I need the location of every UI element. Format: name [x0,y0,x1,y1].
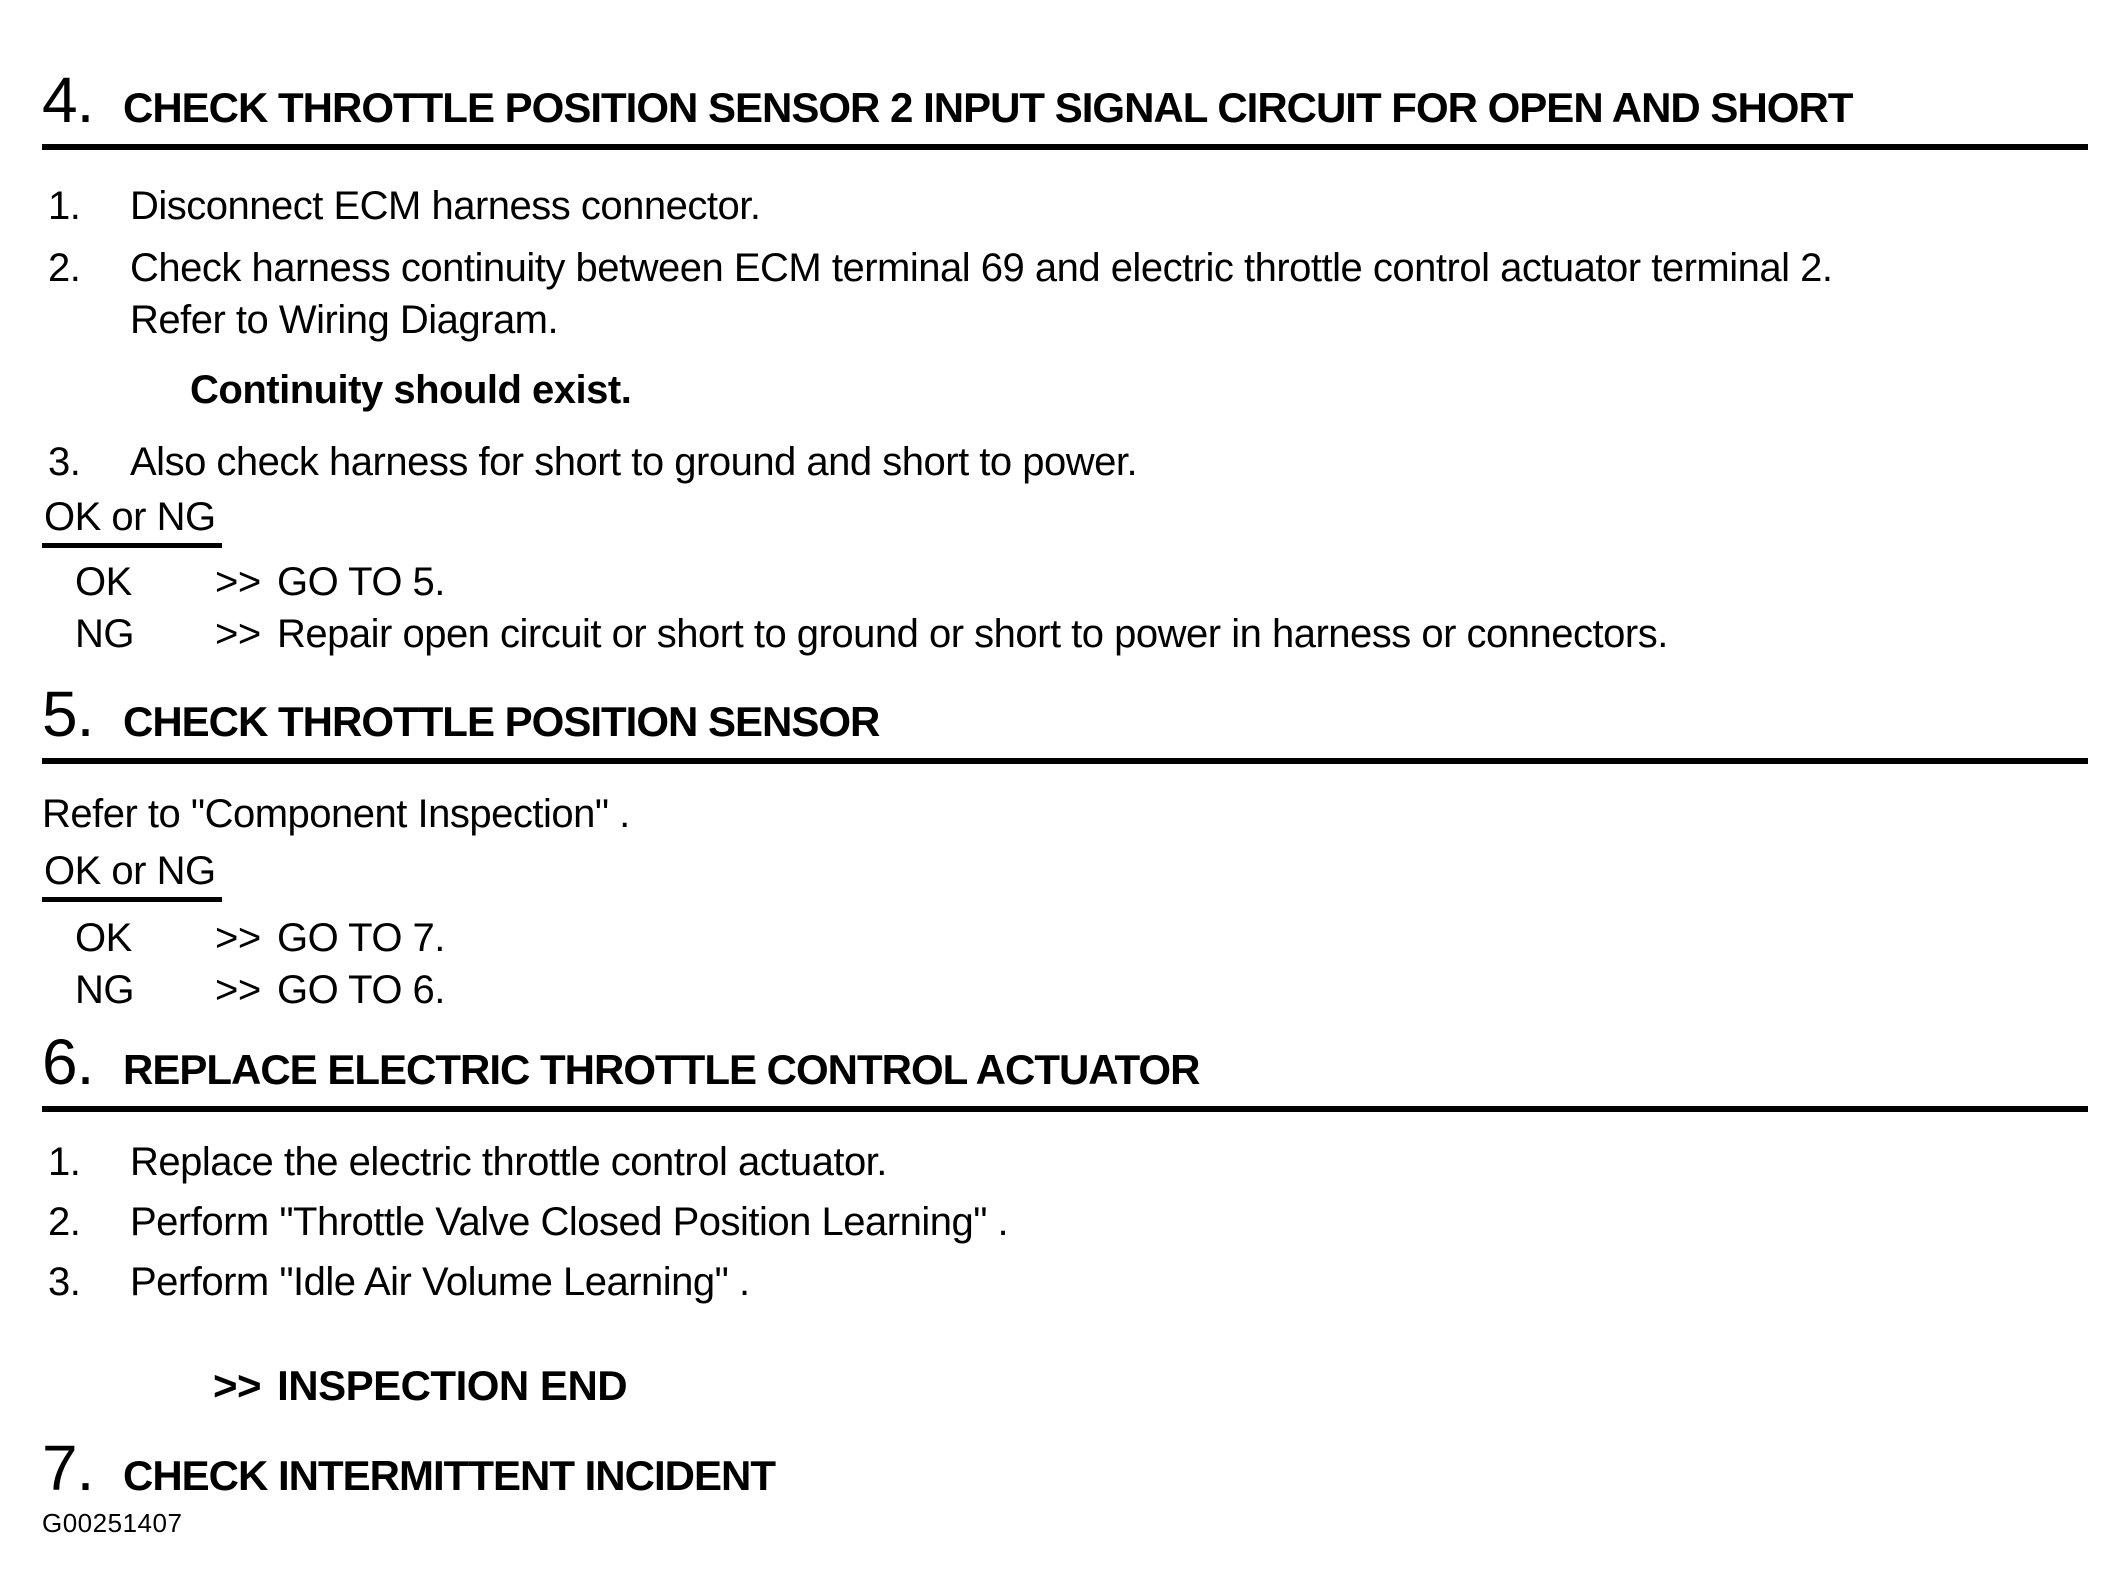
section-number: 4. [42,64,94,136]
inspection-end-row [213,1360,2088,1412]
figure-id: G00251407 [42,1508,183,1538]
section-5-heading [42,678,2088,750]
step-text: Perform "Throttle Valve Closed Position Learning" . [130,1200,1009,1244]
step-item [42,180,2088,232]
result-row [42,558,2088,606]
step-text [130,242,2088,346]
ok-or-ng-row [42,496,2088,548]
result-row [42,914,2088,962]
ok-or-ng-label: OK or NG [42,850,222,902]
step-item [42,1196,2088,1248]
result-arrow: >> [215,612,261,656]
section-divider [42,144,2088,150]
result-arrow: >> [215,968,261,1012]
ok-or-ng-label: OK or NG [42,496,222,548]
step-number: 1. [48,1140,81,1184]
step-text-line2: Refer to Wiring Diagram. [130,298,559,342]
section-5 [42,678,2088,1014]
spec-text: Continuity should exist. [190,368,632,412]
inspection-end-arrow: >> [213,1362,262,1409]
result-action: GO TO 5. [277,560,445,604]
step-text: Disconnect ECM harness connector. [130,184,761,228]
section-number: 6. [42,1026,94,1098]
step-text: Perform "Idle Air Volume Learning" . [130,1260,750,1304]
result-label: NG [75,968,134,1012]
section-7-heading [42,1432,2088,1504]
step-text-line1: Check harness continuity between ECM terminal 69 and electric throttle control actuator terminal 2. [130,246,1833,290]
section-6-heading [42,1026,2088,1098]
result-action: GO TO 6. [277,968,445,1012]
section-title: CHECK INTERMITTENT INCIDENT [123,1452,775,1499]
section-divider [42,1106,2088,1112]
refer-text: Refer to "Component Inspection" . [42,792,630,836]
step-number: 2. [48,1200,81,1244]
step-text: Also check harness for short to ground and short to power. [130,440,1138,484]
section-title: CHECK THROTTLE POSITION SENSOR [123,698,880,745]
step-number: 1. [48,184,81,228]
section-title: REPLACE ELECTRIC THROTTLE CONTROL ACTUATOR [123,1046,1200,1093]
section-6 [42,1026,2088,1412]
result-action: GO TO 7. [277,916,445,960]
result-row [42,610,2088,658]
result-arrow: >> [215,560,261,604]
step-number: 3. [48,1260,81,1304]
section-4-heading [42,64,2088,136]
step-item [42,436,2088,488]
step-item [42,242,2088,346]
result-label: OK [75,916,132,960]
result-label: OK [75,560,132,604]
step-number: 2. [48,246,81,290]
step-number: 3. [48,440,81,484]
section-number: 7. [42,1432,94,1504]
step-text: Replace the electric throttle control actuator. [130,1140,887,1184]
ok-or-ng-row [42,850,2088,902]
section-number: 5. [42,678,94,750]
result-label: NG [75,612,134,656]
section-divider [42,758,2088,764]
result-row [42,966,2088,1014]
result-arrow: >> [215,916,261,960]
section-4 [42,64,2088,658]
step-item [42,1136,2088,1188]
inspection-end-label: INSPECTION END [277,1362,628,1409]
section-title: CHECK THROTTLE POSITION SENSOR 2 INPUT SIGNAL CIRCUIT FOR OPEN AND SHORT [123,84,1853,131]
section-7 [42,1432,2088,1504]
step-item [42,1256,2088,1308]
result-action: Repair open circuit or short to ground or short to power in harness or connectors. [277,612,1668,656]
